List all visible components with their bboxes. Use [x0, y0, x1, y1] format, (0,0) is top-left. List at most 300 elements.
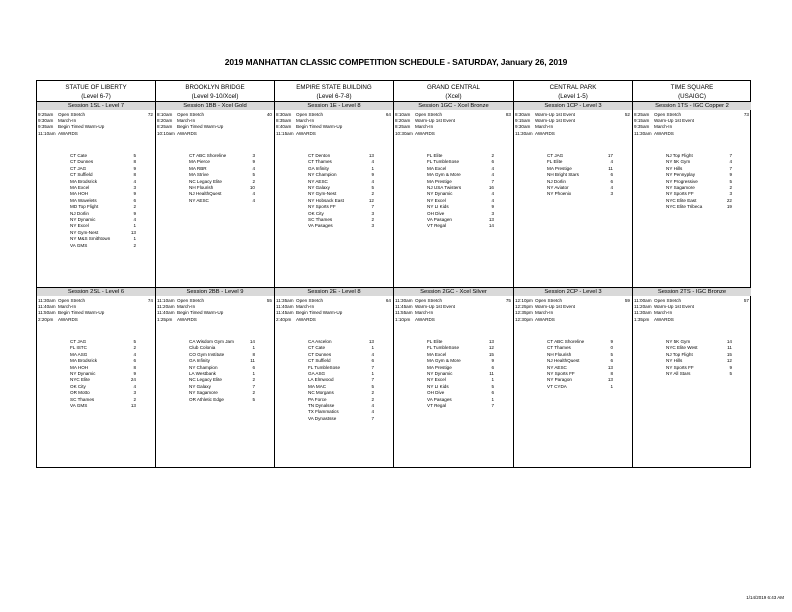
team-name: NY Gym-Nest — [308, 191, 337, 197]
team-name: NJ Dorlin — [547, 178, 566, 184]
team-count: 7 — [371, 415, 374, 421]
schedule-row — [157, 131, 272, 137]
team-count: 7 — [371, 204, 374, 210]
team-name: OH Dive — [427, 390, 445, 396]
print-timestamp: 1/14/2019 6:43 AM — [746, 595, 784, 600]
team-count: 11 — [250, 358, 255, 364]
schedule-event: Open Stretch — [654, 112, 682, 117]
team-count: 5 — [491, 383, 494, 389]
team-name: TN Dynalsse — [308, 403, 335, 409]
team-count: 4 — [610, 159, 613, 165]
session-schedule — [276, 112, 391, 137]
schedule-time: 8:25am — [395, 124, 411, 130]
team-name: MA Excel — [427, 165, 447, 171]
team-count: 13 — [607, 377, 613, 383]
team-count: 5 — [729, 371, 732, 377]
venue-name: STATUE OF LIBERTY — [65, 84, 127, 91]
team-name: NYC Elite East — [666, 197, 697, 203]
schedule-count: 72 — [147, 112, 153, 117]
team-name: NY Hills — [666, 165, 683, 171]
schedule-time: 8:40am — [276, 124, 292, 130]
schedule-time: 11:10am — [157, 298, 175, 303]
schedule-time: 8:25am — [634, 112, 650, 117]
team-name: CT Suffield — [70, 172, 93, 178]
schedule-count: 52 — [624, 112, 630, 117]
team-count: 13 — [368, 153, 374, 158]
schedule-time: 1:10pm — [395, 316, 411, 322]
schedule-time: 11:35am — [276, 298, 294, 303]
team-count: 5 — [252, 172, 255, 178]
team-name: NY Excel — [70, 223, 89, 229]
session-header: Session 2TS - IGC Bronze — [633, 288, 751, 296]
session-header: Session 2GC - Xcel Silver — [394, 288, 513, 296]
schedule-event: AWARDS — [58, 130, 78, 136]
session-schedule — [634, 112, 749, 137]
schedule-count: 57 — [743, 298, 749, 303]
schedule-time: 11:30am — [634, 310, 652, 316]
team-count: 6 — [610, 358, 613, 364]
team-name: NJ Dorlin — [70, 210, 89, 216]
column-divider — [513, 81, 514, 467]
schedule-event: AWARDS — [296, 130, 316, 136]
team-name: CA Wisdom Gym Jam — [189, 339, 234, 344]
team-name: MA ASG — [70, 351, 88, 357]
team-name: NY Excel — [427, 197, 446, 203]
team-row — [189, 397, 255, 403]
team-name: FL Elite — [547, 159, 563, 165]
team-row — [547, 384, 613, 390]
team-name: GA ASG — [308, 371, 326, 377]
team-name: NY Phoenix — [547, 191, 572, 197]
schedule-time: 11:55am — [395, 310, 413, 316]
team-count: 1 — [610, 383, 613, 389]
schedule-row — [395, 317, 511, 323]
schedule-count: 83 — [505, 112, 511, 117]
schedule-event: March-In — [535, 124, 554, 130]
team-count: 2 — [371, 217, 374, 223]
team-count: 8 — [133, 364, 136, 370]
team-count: 2 — [729, 185, 732, 191]
schedule-count — [264, 317, 272, 323]
team-count: 4 — [133, 217, 136, 223]
team-count: 5 — [133, 153, 136, 158]
schedule-time: 9:15am — [515, 118, 531, 124]
team-name: NY Dynamic — [70, 217, 96, 223]
schedule-row — [157, 317, 272, 323]
schedule-time: 11:30am — [515, 130, 533, 136]
team-count: 6 — [133, 358, 136, 364]
team-name: NH Bright Stars — [547, 172, 579, 178]
session-header: Session 2CP - Level 3 — [514, 288, 632, 296]
team-count: 5 — [371, 185, 374, 191]
schedule-count: 75 — [505, 298, 511, 303]
team-count: 1 — [371, 345, 374, 351]
team-name: TX Flammatics — [308, 409, 339, 415]
schedule-count — [383, 317, 391, 323]
schedule-time: 8:10am — [395, 112, 411, 117]
team-name: NY Galaxy — [308, 185, 330, 191]
schedule-event: March-In — [415, 124, 434, 130]
team-name: VT Regal — [427, 403, 447, 409]
team-name: OK City — [308, 210, 324, 216]
team-count: 5 — [729, 178, 732, 184]
team-name: VT CYDA — [547, 383, 567, 389]
session-schedule — [515, 298, 630, 323]
schedule-event: Begin Timed Warm-Up — [296, 124, 343, 130]
team-name: CT JAG — [70, 339, 87, 344]
schedule-time: 2:40pm — [276, 316, 292, 322]
team-list — [308, 339, 374, 422]
team-count: 2 — [371, 396, 374, 402]
schedule-row — [38, 131, 153, 137]
schedule-event: Open Stretch — [415, 112, 443, 117]
team-name: NH Flourish — [547, 351, 572, 357]
team-name: NJ HealthQuest — [547, 358, 580, 364]
team-list — [427, 339, 494, 409]
schedule-event: March-In — [535, 310, 554, 316]
team-count: 11 — [727, 345, 732, 351]
schedule-row — [515, 131, 630, 137]
team-row — [666, 371, 732, 377]
schedule-event: Open Stretch — [177, 112, 205, 117]
team-name: NY Gym-Nest — [70, 229, 99, 235]
team-count: 6 — [371, 358, 374, 364]
team-name: LA Elmwood — [308, 377, 334, 383]
schedule-count: 64 — [385, 298, 391, 303]
team-count: 4 — [133, 351, 136, 357]
team-count: 16 — [488, 185, 494, 191]
team-count: 2 — [371, 191, 374, 197]
team-name: VA Pasagen — [427, 217, 452, 223]
venue-name: CENTRAL PARK — [549, 84, 597, 91]
venue-levels: (Xcel) — [445, 93, 462, 100]
team-name: NY Dynamic — [427, 371, 453, 377]
team-name: VA Pasages — [427, 396, 452, 402]
schedule-time: 11:30am — [38, 298, 56, 303]
schedule-event: Open Stretch — [654, 298, 682, 303]
session-schedule — [276, 298, 391, 323]
schedule-count — [145, 317, 153, 323]
venue-header — [633, 81, 751, 102]
team-row — [547, 191, 613, 197]
team-list — [70, 339, 136, 409]
column-divider — [155, 81, 156, 467]
schedule-count — [622, 131, 630, 137]
team-count: 9 — [610, 339, 613, 344]
team-name: FL TumbleSose — [427, 345, 460, 351]
team-count: 13 — [368, 339, 374, 344]
team-count: 4 — [491, 165, 494, 171]
team-name: OH Dive — [427, 210, 445, 216]
schedule-time: 10:10am — [157, 130, 175, 136]
team-list — [547, 339, 613, 390]
team-count: 1 — [371, 165, 374, 171]
schedule-event: Warm-Up 1st Event — [415, 304, 455, 310]
team-name: NY Pennyplay — [666, 172, 696, 178]
team-count: 9 — [491, 358, 494, 364]
session-header: Session 1TS - IGC Copper 2 — [633, 102, 751, 110]
team-count: 8 — [133, 159, 136, 165]
team-name: MA Brodsrick — [70, 358, 98, 364]
schedule-event: March-In — [654, 310, 673, 316]
team-name: NY 5K Gym — [666, 339, 691, 344]
schedule-time: 9:25am — [38, 112, 54, 117]
schedule-count: 40 — [266, 112, 272, 117]
schedule-event: Open Stretch — [58, 112, 86, 117]
schedule-event: Begin Timed Warm-Up — [58, 124, 105, 130]
team-name: VA Dynastsse — [308, 415, 337, 421]
team-count: 4 — [371, 351, 374, 357]
team-name: NY Sports FF — [666, 191, 694, 197]
schedule-row — [276, 317, 391, 323]
venue-header — [514, 81, 632, 102]
schedule-time: 11:20am — [634, 304, 652, 310]
schedule-count: 64 — [385, 112, 391, 117]
session-schedule — [395, 112, 511, 137]
team-name: OR Athletic Edge — [189, 396, 224, 402]
venue-levels: (Level 1-5) — [558, 93, 588, 100]
schedule-time: 9:30am — [38, 118, 54, 124]
team-name: NY Galaxy — [189, 383, 211, 389]
team-name: MA MAC — [308, 383, 327, 389]
schedule-time: 8:25am — [157, 124, 173, 130]
team-name: NY Sports FF — [308, 204, 336, 210]
team-count: 3 — [252, 153, 255, 158]
page-title: 2019 MANHATTAN CLASSIC COMPETITION SCHEDULE - SATURDAY, January 26, 2019 — [224, 57, 568, 67]
team-list — [308, 153, 374, 230]
schedule-event: Begin Timed Warm-Up — [177, 124, 224, 130]
schedule-row — [395, 131, 511, 137]
team-row — [308, 223, 374, 229]
schedule-time: 11:40am — [276, 304, 294, 310]
session-schedule — [395, 298, 511, 323]
team-name: NY Excel — [427, 377, 446, 383]
team-name: CT JAG — [547, 153, 564, 158]
team-count: 22 — [726, 197, 732, 203]
team-count: 9 — [133, 191, 136, 197]
team-name: NY Hills — [666, 358, 683, 364]
team-name: NY Sports FF — [666, 364, 694, 370]
schedule-event: Open Stretch — [177, 298, 205, 303]
team-name: LA Westbank — [189, 371, 216, 377]
team-count: 1 — [252, 345, 255, 351]
schedule-row — [634, 317, 749, 323]
column-divider — [393, 81, 394, 467]
team-row — [666, 204, 732, 210]
team-name: MA Excel — [427, 351, 447, 357]
schedule-event: AWARDS — [58, 316, 78, 322]
team-name: MA Pierce — [189, 159, 210, 165]
team-count: 13 — [488, 339, 494, 344]
team-count: 9 — [729, 364, 732, 370]
team-name: CO Gym Institute — [189, 351, 225, 357]
team-count: 17 — [607, 153, 613, 158]
schedule-event: March-In — [296, 118, 315, 124]
team-count: 12 — [726, 358, 732, 364]
team-count: 5 — [133, 339, 136, 344]
schedule-time: 11:45am — [276, 310, 294, 316]
team-name: NJ Top Flight — [666, 153, 693, 158]
team-name: MA Gym & More — [427, 172, 461, 178]
team-count: 4 — [491, 197, 494, 203]
schedule-event: March-In — [654, 124, 673, 130]
team-name: NY AESC — [547, 364, 567, 370]
team-count: 1 — [133, 236, 136, 242]
team-name: NY LI Kids — [427, 204, 449, 210]
column-divider — [274, 81, 275, 467]
team-count: 5 — [610, 351, 613, 357]
venue-levels: (Level 6-7-8) — [316, 93, 352, 100]
team-name: MA Excel — [70, 185, 90, 191]
team-name: MA Prestige — [427, 364, 452, 370]
schedule-time: 1:25pm — [157, 316, 173, 322]
schedule-time: 12:10pm — [515, 298, 533, 303]
schedule-event: Warm-Up 1st Event — [415, 118, 455, 124]
session-header: Session 1E - Level 8 — [275, 102, 393, 110]
team-name: OR Motto — [70, 390, 90, 396]
schedule-time: 9:15am — [634, 118, 650, 124]
schedule-time: 8:35am — [276, 118, 292, 124]
team-name: NYC Elite West — [666, 345, 698, 351]
team-list — [427, 153, 494, 230]
team-count: 6 — [133, 197, 136, 203]
schedule-count — [503, 131, 511, 137]
team-name: CT Denton — [308, 153, 331, 158]
schedule-event: AWARDS — [654, 130, 674, 136]
schedule-event: AWARDS — [535, 316, 555, 322]
team-count: 19 — [726, 204, 732, 210]
team-count: 1 — [133, 223, 136, 229]
team-name: MA Prestige — [427, 178, 452, 184]
schedule-count — [264, 131, 272, 137]
session-schedule — [157, 112, 272, 137]
team-count: 7 — [371, 364, 374, 370]
schedule-time: 11:20am — [157, 304, 175, 310]
team-name: SC Thames — [70, 396, 95, 402]
team-name: FL ISTC — [70, 345, 87, 351]
schedule-event: Warm-Up 1st Event — [654, 118, 694, 124]
team-name: NY Progressive — [666, 178, 698, 184]
schedule-time: 9:30am — [515, 124, 531, 130]
schedule-event: AWARDS — [415, 316, 435, 322]
team-name: MA Strive — [189, 172, 209, 178]
team-count: 13 — [130, 403, 136, 409]
team-name: VA GMS — [70, 403, 88, 409]
team-count: 2 — [371, 390, 374, 396]
schedule-time: 8:30am — [515, 112, 531, 117]
team-count: 2 — [133, 396, 136, 402]
team-name: GA Infinity — [189, 358, 210, 364]
team-name: NY Paragon — [547, 377, 572, 383]
team-count: 4 — [252, 165, 255, 171]
team-name: NC Legacy Elite — [189, 178, 222, 184]
schedule-time: 8:20am — [395, 118, 411, 124]
team-count: 4 — [491, 191, 494, 197]
schedule-event: AWARDS — [177, 316, 197, 322]
team-list — [666, 339, 732, 377]
schedule-row — [634, 131, 749, 137]
team-count: 15 — [726, 351, 732, 357]
team-count: 7 — [729, 153, 732, 158]
schedule-event: March-In — [177, 304, 196, 310]
team-name: NY Hobsack East — [308, 197, 344, 203]
team-count: 9 — [491, 204, 494, 210]
schedule-time: 11:15am — [276, 130, 294, 136]
venue-header — [275, 81, 393, 102]
team-count: 4 — [252, 197, 255, 203]
team-name: MA HOH — [70, 364, 89, 370]
schedule-event: Warm-Up 1st Event — [535, 304, 575, 310]
schedule-event: Open Stretch — [535, 298, 563, 303]
schedule-row — [515, 317, 630, 323]
team-count: 14 — [726, 339, 732, 344]
team-name: CT Cate — [308, 345, 326, 351]
schedule-event: Open Stretch — [58, 298, 86, 303]
team-name: MD Top Flight — [70, 204, 99, 210]
schedule-time: 12:35pm — [515, 310, 533, 316]
team-count: 3 — [371, 223, 374, 229]
team-count: 2 — [491, 153, 494, 158]
venue-header — [37, 81, 155, 102]
team-count: 4 — [371, 403, 374, 409]
session-header: Session 2BB - Level 9 — [156, 288, 274, 296]
session-header: Session 1GC - Xcel Bronze — [394, 102, 513, 110]
team-count: 0 — [610, 345, 613, 351]
team-count: 2 — [252, 377, 255, 383]
team-count: 11 — [489, 371, 494, 377]
team-count: 2 — [133, 204, 136, 210]
team-count: 8 — [252, 351, 255, 357]
team-name: NY Sagamore — [666, 185, 695, 191]
session-header: Session 1BB - Xcel Gold — [156, 102, 274, 110]
schedule-time: 12:25pm — [515, 304, 533, 310]
schedule-time: 8:30am — [276, 112, 292, 117]
session-header: Session 2SL - Level 6 — [37, 288, 155, 296]
team-name: CT Dunnes — [70, 159, 94, 165]
schedule-time: 9:35am — [634, 124, 650, 130]
team-name: NY 5K Gym — [666, 159, 691, 165]
schedule-count — [145, 131, 153, 137]
team-row — [427, 223, 494, 229]
venue-name: EMPIRE STATE BUILDING — [296, 84, 372, 91]
team-name: NY Sports FF — [547, 371, 575, 377]
team-count: 2 — [252, 178, 255, 184]
team-row — [427, 403, 494, 409]
team-name: MA HOH — [70, 191, 89, 197]
team-count: 7 — [371, 377, 374, 383]
team-name: CA Ascelon — [308, 339, 332, 344]
schedule-time: 11:30am — [634, 130, 652, 136]
session-schedule — [515, 112, 630, 137]
team-name: CT Suffield — [308, 358, 331, 364]
team-count: 4 — [133, 383, 136, 389]
schedule-count: 59 — [624, 298, 630, 303]
team-count: 9 — [133, 165, 136, 171]
team-count: 12 — [488, 345, 494, 351]
team-name: CT ABC Shoreline — [547, 339, 585, 344]
team-count: 7 — [491, 178, 494, 184]
team-list — [666, 153, 732, 211]
venue-name: GRAND CENTRAL — [427, 84, 480, 91]
team-name: NJ Top Flight — [666, 351, 693, 357]
schedule-time: 12:30pm — [515, 316, 533, 322]
column-divider — [632, 81, 633, 467]
team-name: CT ABC Shoreline — [189, 153, 227, 158]
team-name: NY Sagamore — [189, 390, 218, 396]
team-count: 4 — [371, 178, 374, 184]
team-count: 2 — [133, 242, 136, 248]
schedule-time: 2:20pm — [38, 316, 54, 322]
